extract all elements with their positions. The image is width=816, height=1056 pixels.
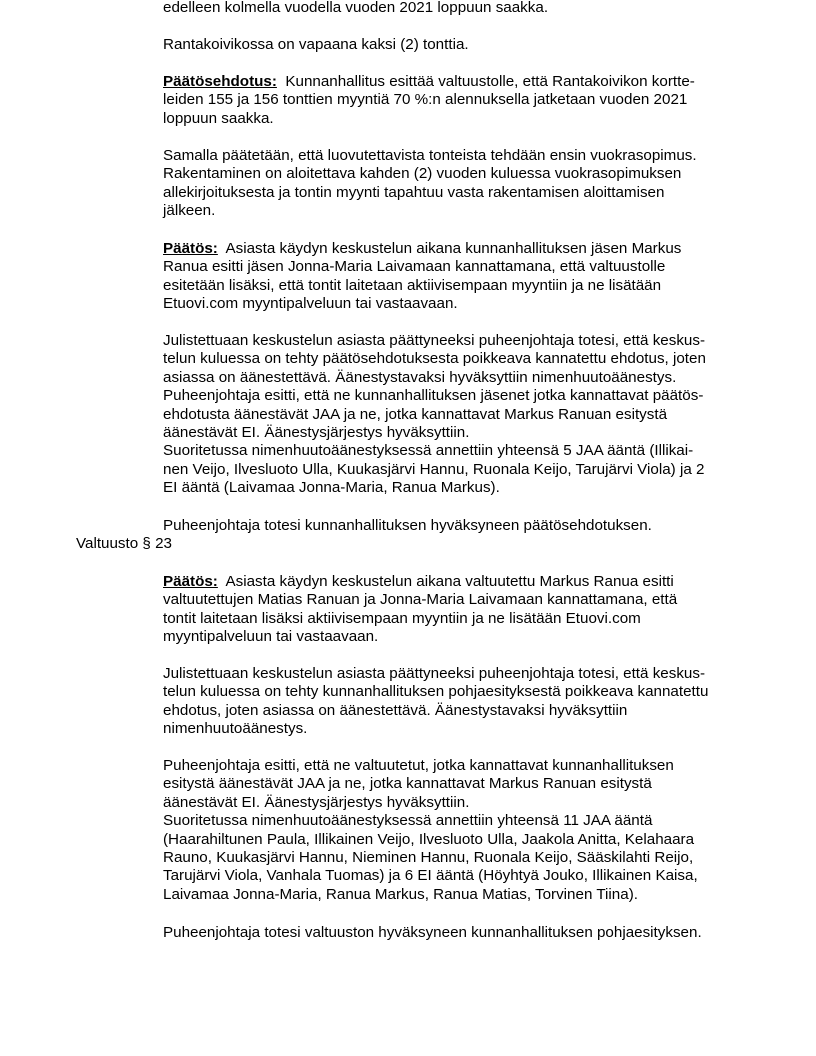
text-line: myyntipalveluun tai vastaavaan. — [163, 628, 379, 646]
decision-label: Päätös: — [163, 573, 218, 590]
text-line: Ranua esitti jäsen Jonna-Maria Laivamaan kannattamana, että valtuustolle — [163, 258, 666, 276]
text-line — [163, 240, 748, 258]
text-line: Suoritetussa nimenhuutoäänestyksessä annettiin yhteensä 11 JAA ääntä — [163, 812, 653, 830]
text-line: edelleen kolmella vuodella vuoden 2021 loppuun saakka. — [163, 0, 549, 16]
text-line — [163, 73, 748, 91]
text-line — [163, 573, 748, 591]
text-line: Julistettuaan keskustelun asiasta päättyneeksi puheenjohtaja totesi, että keskus- — [163, 665, 706, 682]
plots-free-paragraph — [163, 36, 748, 54]
text-line: äänestävät EI. Äänestysjärjestys hyväksyttiin. — [163, 793, 470, 811]
lease-terms-paragraph — [163, 147, 748, 221]
board-proposal-paragraph — [163, 73, 748, 128]
text-line: telun kuluessa on tehty päätösehdotuksesta poikkeava kannatettu ehdotus, joten — [163, 350, 706, 368]
text-line: (Haarahiltunen Paula, Illikainen Veijo, Ilvesluoto Ulla, Jaakola Anitta, Kelahaara — [163, 830, 695, 848]
board-decision-paragraph — [163, 240, 748, 314]
text-segment: Kunnanhallitus esittää valtuustolle, että Rantakoivikon kortte- — [285, 73, 695, 90]
text-line: Rauno, Kuukasjärvi Hannu, Nieminen Hannu, Ruonala Keijo, Sääskilahti Reijo, — [163, 849, 694, 867]
text-line: nen Veijo, Ilvesluoto Ulla, Kuukasjärvi Hannu, Ruonala Keijo, Tarujärvi Viola) ja 2 — [163, 460, 705, 478]
council-vote-paragraph — [163, 757, 748, 904]
text-line: loppuun saakka. — [163, 109, 274, 127]
text-line: Puheenjohtaja totesi valtuuston hyväksyneen kunnanhallituksen pohjaesityksen. — [163, 924, 702, 941]
text-line: Puheenjohtaja esitti, että ne valtuutetut, jotka kannattavat kunnanhallituksen — [163, 757, 674, 774]
text-line: Rakentaminen on aloitettava kahden (2) vuoden kuluessa vuokrasopimuksen — [163, 165, 682, 183]
council-section-heading: Valtuusto § 23 — [76, 535, 172, 552]
text-line: ehdotusta äänestävät JAA ja ne, jotka kannattavat Markus Ranuan esitystä — [163, 405, 668, 423]
text-line: Tarujärvi Viola, Vanhala Tuomas) ja 6 EI ääntä (Höyhtyä Jouko, Illikainen Kaisa, — [163, 867, 698, 885]
text-line: Etuovi.com myyntipalveluun tai vastaavaan. — [163, 295, 458, 313]
text-line: EI ääntä (Laivamaa Jonna-Maria, Ranua Markus). — [163, 479, 500, 497]
text-line: jälkeen. — [163, 202, 216, 220]
board-result-paragraph — [163, 517, 748, 535]
text-line: Samalla päätetään, että luovutettavista tonteista tehdään ensin vuokrasopimus. — [163, 147, 697, 164]
text-line: allekirjoituksesta ja tontin myynti tapahtuu vasta rakentamisen aloittamisen — [163, 183, 665, 201]
text-line: äänestävät EI. Äänestysjärjestys hyväksyttiin. — [163, 424, 470, 442]
text-line: Puheenjohtaja totesi kunnanhallituksen hyväksyneen päätösehdotuksen. — [163, 517, 652, 534]
decision-label: Päätös: — [163, 240, 218, 257]
text-line: ehdotus, joten asiassa on äänestettävä. Äänestystavaksi hyväksyttiin — [163, 701, 628, 719]
board-vote-paragraph — [163, 332, 748, 498]
text-line: Rantakoivikossa on vapaana kaksi (2) tonttia. — [163, 36, 469, 53]
council-vote-intro-paragraph — [163, 665, 748, 739]
text-line: esitetään lisäksi, että tontit laitetaan aktiivisempaan myyntiin ja ne lisätään — [163, 276, 662, 294]
council-decision-paragraph — [163, 573, 748, 647]
text-line: leiden 155 ja 156 tonttien myyntiä 70 %:n alennuksella jatketaan vuoden 2021 — [163, 91, 688, 109]
proposal-label: Päätösehdotus: — [163, 73, 277, 90]
council-result-paragraph — [163, 924, 748, 942]
text-line: Suoritetussa nimenhuutoäänestyksessä annettiin yhteensä 5 JAA ääntä (Illikai- — [163, 442, 694, 460]
text-line: valtuutettujen Matias Ranuan ja Jonna-Maria Laivamaan kannattamana, että — [163, 591, 678, 609]
text-line: nimenhuutoäänestys. — [163, 720, 308, 738]
text-line: tontit laitetaan lisäksi aktiivisempaan myyntiin ja ne lisätään Etuovi.com — [163, 609, 641, 627]
intro-continuation — [163, 0, 748, 17]
text-segment: Asiasta käydyn keskustelun aikana valtuutettu Markus Ranua esitti — [225, 573, 674, 590]
text-line: Laivamaa Jonna-Maria, Ranua Markus, Ranua Matias, Torvinen Tiina). — [163, 885, 638, 903]
text-line: telun kuluessa on tehty kunnanhallituksen pohjaesityksestä poikkeava kannatettu — [163, 683, 709, 701]
text-line: esitystä äänestävät JAA ja ne, jotka kannattavat Markus Ranuan esitystä — [163, 775, 652, 793]
text-line: Puheenjohtaja esitti, että ne kunnanhallituksen jäsenet jotka kannattavat päätös- — [163, 387, 704, 405]
text-segment: Asiasta käydyn keskustelun aikana kunnanhallituksen jäsen Markus — [225, 240, 682, 257]
text-line: Julistettuaan keskustelun asiasta päättyneeksi puheenjohtaja totesi, että keskus- — [163, 332, 706, 349]
text-line: asiassa on äänestettävä. Äänestystavaksi hyväksyttiin nimenhuutoäänestys. — [163, 368, 677, 386]
